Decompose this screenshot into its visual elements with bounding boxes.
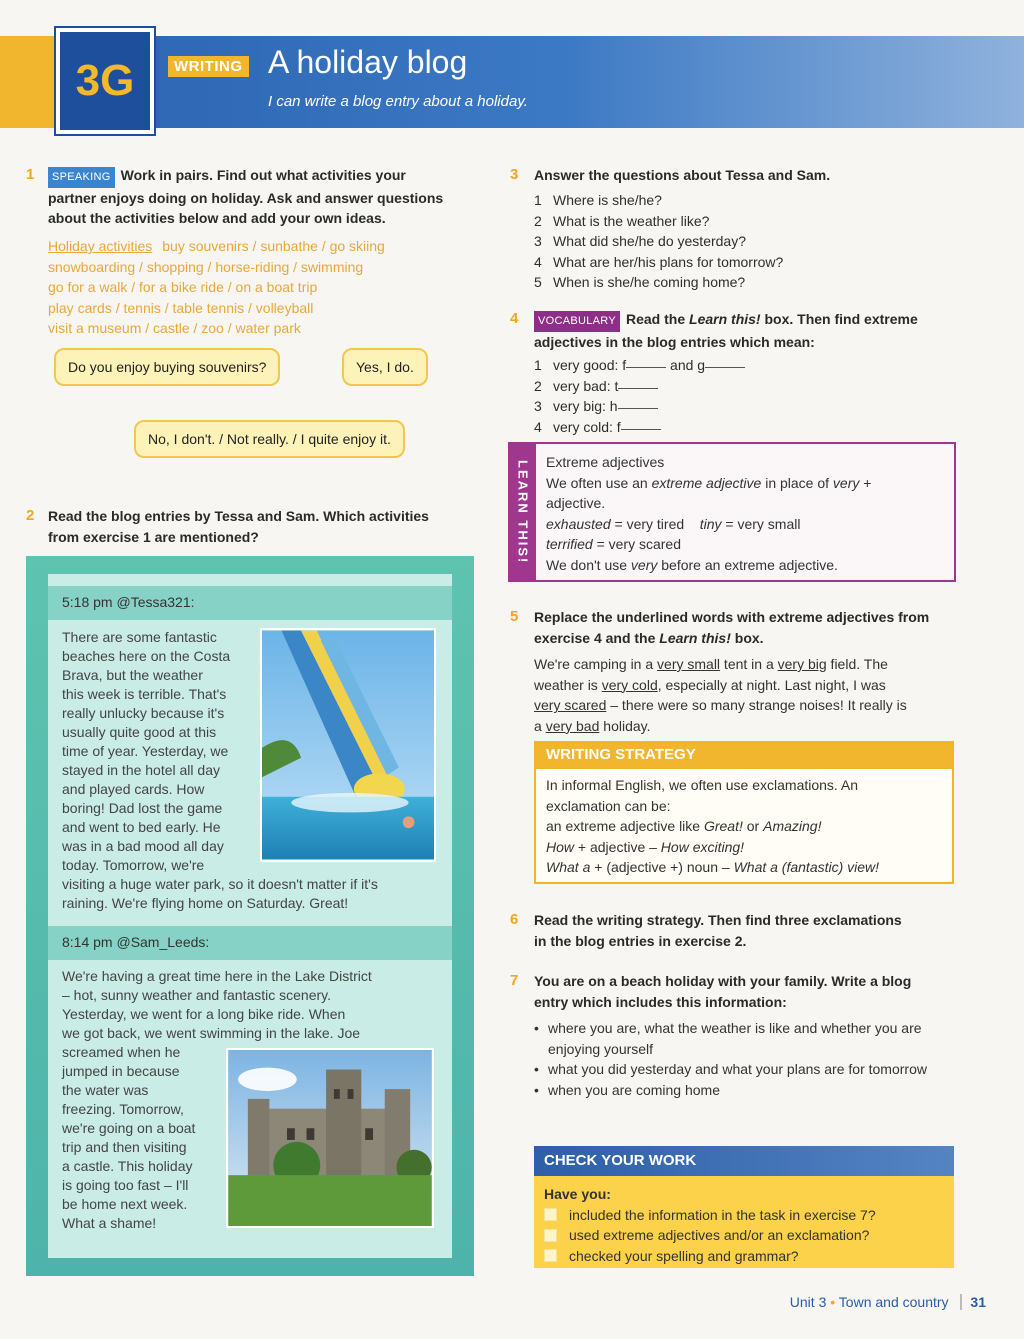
page-number: 31 bbox=[960, 1294, 986, 1310]
exercise-5-instructions bbox=[534, 607, 964, 648]
blog-line: visiting a huge water park, so it doesn't matter if it's bbox=[62, 876, 378, 892]
check-item bbox=[544, 1225, 876, 1246]
blog-line: Yesterday, we went for a long bike ride. When bbox=[62, 1006, 346, 1022]
question-text: Where is she/he? bbox=[553, 192, 662, 208]
blog-line: jumped in because bbox=[62, 1063, 180, 1079]
gap-label: very good: f bbox=[553, 357, 627, 373]
exercise-7-instructions bbox=[534, 971, 964, 1012]
ex6-text: in the blog entries in exercise 2. bbox=[534, 932, 747, 949]
ex1-line: partner enjoys doing on holiday. Ask and answer questions bbox=[48, 189, 444, 206]
blog-line: and went to bed early. He bbox=[62, 819, 221, 835]
checkbox[interactable] bbox=[544, 1249, 557, 1262]
blog-line: a castle. This holiday bbox=[62, 1158, 193, 1174]
gap-item: 4 very cold: f bbox=[534, 417, 745, 438]
ex2-line: from exercise 1 are mentioned? bbox=[48, 528, 259, 545]
writing-strategy-box bbox=[534, 741, 954, 884]
blog-post-1-header: 5:18 pm @Tessa321: bbox=[48, 586, 452, 620]
bubble-text: Do you enjoy buying souvenirs? bbox=[68, 359, 267, 375]
blog-panel bbox=[26, 556, 474, 1276]
exercise-3-questions bbox=[534, 190, 783, 293]
check-text: included the information in the task in exercise 7? bbox=[569, 1206, 876, 1223]
blog-line: time of year. Yesterday, we bbox=[62, 743, 229, 759]
ex2-line: Read the blog entries by Tessa and Sam. Which activities bbox=[48, 508, 429, 524]
question-item: 3 What did she/he do yesterday? bbox=[534, 233, 747, 250]
holiday-activities-list bbox=[48, 236, 468, 339]
learn-line: We don't use very before an extreme adjective. bbox=[546, 556, 838, 573]
exercise-4-items bbox=[534, 355, 745, 437]
blog-inner bbox=[48, 574, 452, 1258]
blog-post-1-tail bbox=[62, 875, 442, 913]
ex4-text: adjectives in the blog entries which mean: bbox=[534, 333, 815, 350]
exercise-5-paragraph: We're camping in a very small tent in a very big field. The weather is very cold, especially at night. Last night, I was very scared – there were so many strange noises! It really is a very bad holiday. bbox=[534, 656, 907, 734]
blog-line: stayed in the hotel all day bbox=[62, 762, 220, 778]
page-subtitle: I can write a blog entry about a holiday. bbox=[268, 93, 528, 110]
water-slide-photo bbox=[260, 628, 436, 862]
blog-line: Brava, but the weather bbox=[62, 667, 203, 683]
blog-line: was in a bad mood all day bbox=[62, 838, 224, 854]
learn-this-box bbox=[508, 442, 956, 582]
unit-badge bbox=[56, 28, 154, 134]
ex1-line: Work in pairs. Find out what activities your bbox=[120, 167, 406, 183]
blog-line: There are some fantastic bbox=[62, 629, 217, 645]
exercise-7-bullets bbox=[534, 1018, 954, 1100]
bullet-item: • where you are, what the weather is like and whether you are enjoying yourself bbox=[534, 1018, 954, 1059]
speaking-tag: SPEAKING bbox=[48, 167, 115, 188]
blog-line: boring! Dad lost the game bbox=[62, 800, 223, 816]
blog-line: today. Tomorrow, we're bbox=[62, 857, 205, 873]
speech-bubble-answer-no bbox=[134, 420, 405, 458]
ex5-text: Replace the underlined words with extreme adjectives from bbox=[534, 609, 930, 625]
blog-post-2-intro bbox=[62, 967, 442, 1043]
gap-label: very big: h bbox=[553, 398, 618, 415]
blog-line: beaches here on the Costa bbox=[62, 648, 231, 664]
blog-line: raining. We're flying home on Saturday. Great! bbox=[62, 895, 349, 911]
learn-line: We often use an extreme adjective in place of very + bbox=[546, 474, 872, 491]
check-text: used extreme adjectives and/or an exclamation? bbox=[569, 1227, 870, 1243]
exercise-1-instructions bbox=[48, 165, 468, 229]
gap-label: and g bbox=[670, 357, 706, 373]
ex1-line: about the activities below and add your own ideas. bbox=[48, 210, 386, 226]
exercise-2-number: 2 bbox=[26, 507, 35, 524]
strategy-line: In informal English, we often use exclamations. An bbox=[546, 777, 859, 793]
check-intro: Have you: bbox=[544, 1186, 611, 1202]
exercise-6-instructions bbox=[534, 910, 964, 951]
blog-line: we got back, we went swimming in the lake. Joe bbox=[62, 1025, 361, 1041]
gap-item: 1 very good: f and g bbox=[534, 355, 745, 376]
blog-line: is going too fast – I'll bbox=[62, 1177, 189, 1193]
check-item bbox=[544, 1205, 876, 1226]
question-item: 4 What are her/his plans for tomorrow? bbox=[534, 253, 784, 270]
footer-separator: • bbox=[830, 1294, 836, 1310]
gap-blank[interactable] bbox=[705, 367, 745, 368]
gap-blank[interactable] bbox=[626, 367, 666, 368]
check-your-work-heading: CHECK YOUR WORK bbox=[534, 1146, 954, 1176]
exercise-6-number: 6 bbox=[510, 911, 519, 928]
question-text: What are her/his plans for tomorrow? bbox=[553, 253, 784, 270]
ex4-text: box. Then find extreme bbox=[760, 311, 918, 327]
blog-post-2-header: 8:14 pm @Sam_Leeds: bbox=[48, 926, 452, 960]
skill-tag: WRITING bbox=[168, 56, 249, 77]
learn-this-title: Extreme adjectives bbox=[546, 454, 665, 470]
ex7-text: entry which includes this information: bbox=[534, 993, 787, 1010]
strategy-line: How + adjective – How exciting! bbox=[546, 838, 745, 855]
strategy-line: What a + (adjective +) noun – What a (fantastic) view! bbox=[546, 859, 880, 876]
question-text: When is she/he coming home? bbox=[553, 274, 746, 291]
question-text: What did she/he do yesterday? bbox=[553, 233, 747, 250]
ex7-text: You are on a beach holiday with your family. Write a blog bbox=[534, 973, 912, 989]
check-your-work-box bbox=[534, 1146, 954, 1268]
question-text: What is the weather like? bbox=[553, 212, 710, 229]
blog-line: trip and then visiting bbox=[62, 1139, 187, 1155]
check-your-work-body bbox=[544, 1184, 876, 1266]
activity-line: visit a museum / castle / zoo / water park bbox=[48, 320, 301, 336]
bullet-item: • what you did yesterday and what your plans are for tomorrow bbox=[534, 1059, 954, 1080]
strategy-line: exclamation can be: bbox=[546, 797, 671, 814]
exercise-3-number: 3 bbox=[510, 166, 519, 183]
gap-blank[interactable] bbox=[618, 388, 658, 389]
bubble-text: Yes, I do. bbox=[356, 359, 414, 375]
exercise-3-title: Answer the questions about Tessa and Sam. bbox=[534, 167, 831, 183]
blog-line: freezing. Tomorrow, bbox=[62, 1101, 184, 1117]
exercise-1-number: 1 bbox=[26, 166, 35, 183]
gap-blank[interactable] bbox=[621, 429, 661, 430]
ex6-text: Read the writing strategy. Then find three exclamations bbox=[534, 912, 902, 928]
unit-code: 3G bbox=[75, 56, 135, 105]
exercise-4-number: 4 bbox=[510, 310, 519, 327]
gap-label: very cold: f bbox=[553, 418, 621, 435]
check-item bbox=[544, 1246, 876, 1267]
strategy-line: an extreme adjective like Great! or Amazing! bbox=[546, 818, 822, 835]
ex4-text: Read the bbox=[626, 311, 690, 327]
exercise-5-number: 5 bbox=[510, 608, 519, 625]
castle-photo bbox=[226, 1048, 434, 1228]
speech-bubble-answer-yes bbox=[342, 348, 428, 386]
writing-strategy-body bbox=[546, 775, 879, 878]
blog-line: the water was bbox=[62, 1082, 149, 1098]
writing-strategy-heading: WRITING STRATEGY bbox=[536, 743, 952, 769]
blog-line: we're going on a boat bbox=[62, 1120, 196, 1136]
ex5-text: Learn this! bbox=[659, 629, 731, 646]
activity-line: snowboarding / shopping / horse-riding / swimming bbox=[48, 258, 364, 275]
check-text: checked your spelling and grammar? bbox=[569, 1247, 799, 1264]
page-title: A holiday blog bbox=[268, 44, 468, 80]
learn-this-sidebar bbox=[510, 444, 536, 580]
learn-line: terrified = very scared bbox=[546, 536, 682, 553]
footer-topic: Town and country bbox=[838, 1294, 949, 1310]
question-item: 1 Where is she/he? bbox=[534, 192, 662, 208]
blog-line: be home next week. bbox=[62, 1196, 188, 1212]
page-footer bbox=[790, 1294, 986, 1310]
exercise-2-instructions bbox=[48, 506, 468, 547]
activity-line: go for a walk / for a bike ride / on a boat trip bbox=[48, 279, 318, 295]
header-accent bbox=[0, 36, 56, 128]
ex5-text: box. bbox=[730, 629, 764, 646]
activity-line: buy souvenirs / sunbathe / go skiing bbox=[162, 238, 385, 254]
bubble-text: No, I don't. / Not really. / I quite enjoy it. bbox=[148, 431, 391, 447]
learn-line: adjective. bbox=[546, 495, 606, 512]
blog-line: – hot, sunny weather and fantastic scenery. bbox=[62, 987, 332, 1003]
blog-post-2-body bbox=[62, 1043, 222, 1233]
blog-line: really unlucky because it's bbox=[62, 705, 225, 721]
checkbox[interactable] bbox=[544, 1208, 557, 1221]
checkbox[interactable] bbox=[544, 1229, 557, 1242]
bullet-item: • when you are coming home bbox=[534, 1080, 954, 1101]
question-item: 5 When is she/he coming home? bbox=[534, 274, 746, 291]
learn-this-label: LEARN THIS! bbox=[515, 459, 531, 565]
activities-heading: Holiday activities bbox=[48, 238, 153, 254]
footer-unit: Unit 3 bbox=[789, 1294, 827, 1310]
question-item: 2 What is the weather like? bbox=[534, 212, 710, 229]
gap-item: 2 very bad: t bbox=[534, 376, 745, 397]
gap-label: very bad: t bbox=[553, 377, 619, 394]
speech-bubble-question bbox=[54, 348, 280, 386]
learn-this-body bbox=[546, 452, 871, 576]
exercise-7-number: 7 bbox=[510, 972, 519, 989]
ex5-text: exercise 4 and the bbox=[534, 629, 660, 646]
learn-line: exhausted = very tired tiny = very small bbox=[546, 515, 801, 532]
gap-item: 3 very big: h bbox=[534, 396, 745, 417]
blog-line: We're having a great time here in the Lake District bbox=[62, 968, 372, 984]
vocabulary-tag: VOCABULARY bbox=[534, 311, 620, 332]
blog-line: and played cards. How bbox=[62, 781, 205, 797]
blog-line: this week is terrible. That's bbox=[62, 686, 227, 702]
gap-blank[interactable] bbox=[618, 408, 658, 409]
activity-line: play cards / tennis / table tennis / volleyball bbox=[48, 299, 314, 316]
ex4-text: Learn this! bbox=[689, 311, 761, 327]
exercise-4-instructions bbox=[534, 309, 964, 352]
blog-post-1-body bbox=[62, 628, 262, 875]
blog-line: usually quite good at this bbox=[62, 724, 217, 740]
blog-line: What a shame! bbox=[62, 1215, 157, 1231]
blog-line: screamed when he bbox=[62, 1044, 181, 1060]
